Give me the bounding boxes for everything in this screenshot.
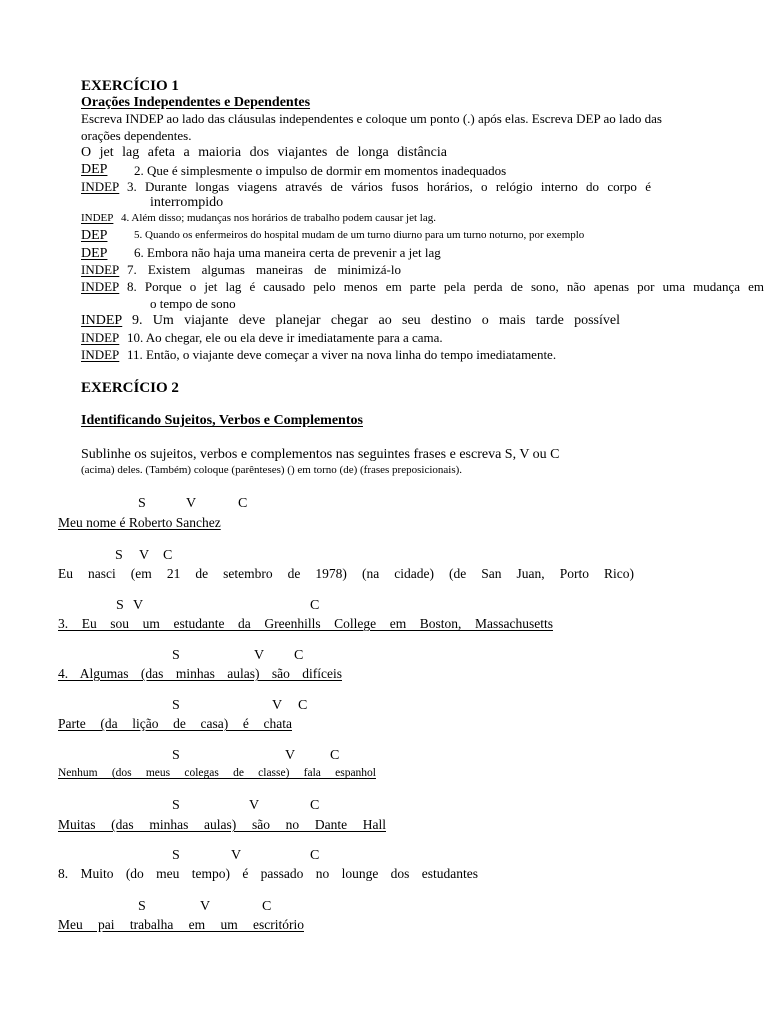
- exercise-1-item-10-text: 10. Ao chegar, ele ou ela deve ir imediatamente para a cama.: [127, 330, 443, 345]
- subject-mark: S: [138, 899, 146, 914]
- exercise-2-sentence-3: 3. Eu sou um estudante da Greenhills College em Boston, Massachusetts: [58, 616, 553, 631]
- exercise-1-item-11-tag: INDEP: [81, 347, 120, 362]
- verb-mark: V: [249, 798, 260, 813]
- exercise-2-sentence-8: 8. Muito (do meu tempo) é passado no lounge dos estudantes: [58, 866, 478, 881]
- exercise-1-item-4-tag: INDEP: [81, 212, 114, 224]
- exercise-1-instructions-line1: Escreva INDEP ao lado das cláusulas independentes e coloque um ponto (.) após elas. Escreva DEP ao lado das: [81, 111, 662, 126]
- subject-mark: S: [172, 698, 180, 713]
- exercise-1-item-5-text: 5. Quando os enfermeiros do hospital mudam de um turno diurno para um turno noturno, por exemplo: [134, 229, 585, 241]
- exercise-1-item-9-text: 9. Um viajante deve planejar chegar ao seu destino o mais tarde possível: [132, 313, 620, 328]
- complement-mark: C: [163, 548, 173, 563]
- subject-mark: S: [138, 496, 146, 511]
- verb-mark: V: [272, 698, 283, 713]
- exercise-2-title: EXERCÍCIO 2: [81, 380, 179, 396]
- exercise-2-sentence-5: Parte (da lição de casa) é chata: [58, 716, 292, 731]
- exercise-1-item-7-tag: INDEP: [81, 262, 120, 277]
- exercise-2-subtitle: Identificando Sujeitos, Verbos e Complementos: [81, 413, 363, 428]
- exercise-1-item-7-text: 7. Existem algumas maneiras de minimizá-lo: [127, 262, 401, 277]
- exercise-1-item-1: O jet lag afeta a maioria dos viajantes de longa distância: [81, 145, 447, 160]
- exercise-1-item-8-continuation: o tempo de sono: [150, 296, 236, 311]
- exercise-1-title: EXERCÍCIO 1: [81, 78, 179, 94]
- exercise-1-item-3-text: 3. Durante longas viagens através de vários fusos horários, o relógio interno do corpo é: [127, 179, 651, 194]
- exercise-1-item-9-tag: INDEP: [81, 313, 123, 328]
- verb-mark: V: [254, 648, 265, 663]
- exercise-1-item-6-tag: DEP: [81, 246, 108, 261]
- complement-mark: C: [294, 648, 304, 663]
- verb-mark: V: [200, 899, 211, 914]
- complement-mark: C: [310, 598, 320, 613]
- exercise-1-item-5-tag: DEP: [81, 228, 108, 243]
- exercise-2-instructions-line1: Sublinhe os sujeitos, verbos e complementos nas seguintes frases e escreva S, V ou C: [81, 447, 560, 462]
- subject-mark: S: [172, 798, 180, 813]
- exercise-2-instructions-line2: (acima) deles. (Também) coloque (parênteses) () em torno (de) (frases preposicionais).: [81, 464, 463, 476]
- exercise-1-item-11-text: 11. Então, o viajante deve começar a viver na nova linha do tempo imediatamente.: [127, 347, 557, 362]
- exercise-1-item-4-text: 4. Além disso; mudanças nos horários de trabalho podem causar jet lag.: [121, 212, 436, 224]
- exercise-1-item-8-tag: INDEP: [81, 279, 120, 294]
- exercise-1-item-3-tag: INDEP: [81, 179, 120, 194]
- exercise-2-sentence-6: Nenhum (dos meus colegas de classe) fala espanhol: [58, 767, 376, 779]
- subject-mark: S: [172, 648, 180, 663]
- complement-mark: C: [262, 899, 272, 914]
- complement-mark: C: [310, 848, 320, 863]
- verb-mark: V: [231, 848, 242, 863]
- exercise-1-subtitle: Orações Independentes e Dependentes: [81, 95, 311, 110]
- exercise-1-item-3-continuation: interrompido: [150, 195, 224, 210]
- exercise-1-item-2-text: 2. Que é simplesmente o impulso de dormir em momentos inadequados: [134, 163, 507, 178]
- subject-mark: S: [116, 598, 124, 613]
- exercise-2-sentence-4: 4. Algumas (das minhas aulas) são difíceis: [58, 666, 342, 681]
- exercise-2-sentence-2: Eu nasci (em 21 de setembro de 1978) (na cidade) (de San Juan, Porto Rico): [58, 566, 634, 581]
- verb-mark: V: [285, 748, 296, 763]
- exercise-1-item-2-tag: DEP: [81, 162, 108, 177]
- verb-mark: V: [139, 548, 150, 563]
- complement-mark: C: [310, 798, 320, 813]
- verb-mark: V: [186, 496, 197, 511]
- subject-mark: S: [172, 748, 180, 763]
- exercise-1-item-8-text: 8. Porque o jet lag é causado pelo menos em parte pela perda de sono, não apenas por uma mudança em: [127, 279, 764, 294]
- verb-mark: V: [133, 598, 144, 613]
- exercise-2-sentence-7: Muitas (das minhas aulas) são no Dante Hall: [58, 817, 386, 832]
- exercise-2-sentence-9: Meu pai trabalha em um escritório: [58, 917, 304, 932]
- exercise-1-item-10-tag: INDEP: [81, 330, 120, 345]
- subject-mark: S: [172, 848, 180, 863]
- exercise-1-item-6-text: 6. Embora não haja uma maneira certa de prevenir a jet lag: [134, 245, 441, 260]
- complement-mark: C: [298, 698, 308, 713]
- subject-mark: S: [115, 548, 123, 563]
- complement-mark: C: [238, 496, 248, 511]
- complement-mark: C: [330, 748, 340, 763]
- exercise-1-instructions-line2: orações dependentes.: [81, 128, 192, 143]
- exercise-2-sentence-1: Meu nome é Roberto Sanchez: [58, 515, 221, 530]
